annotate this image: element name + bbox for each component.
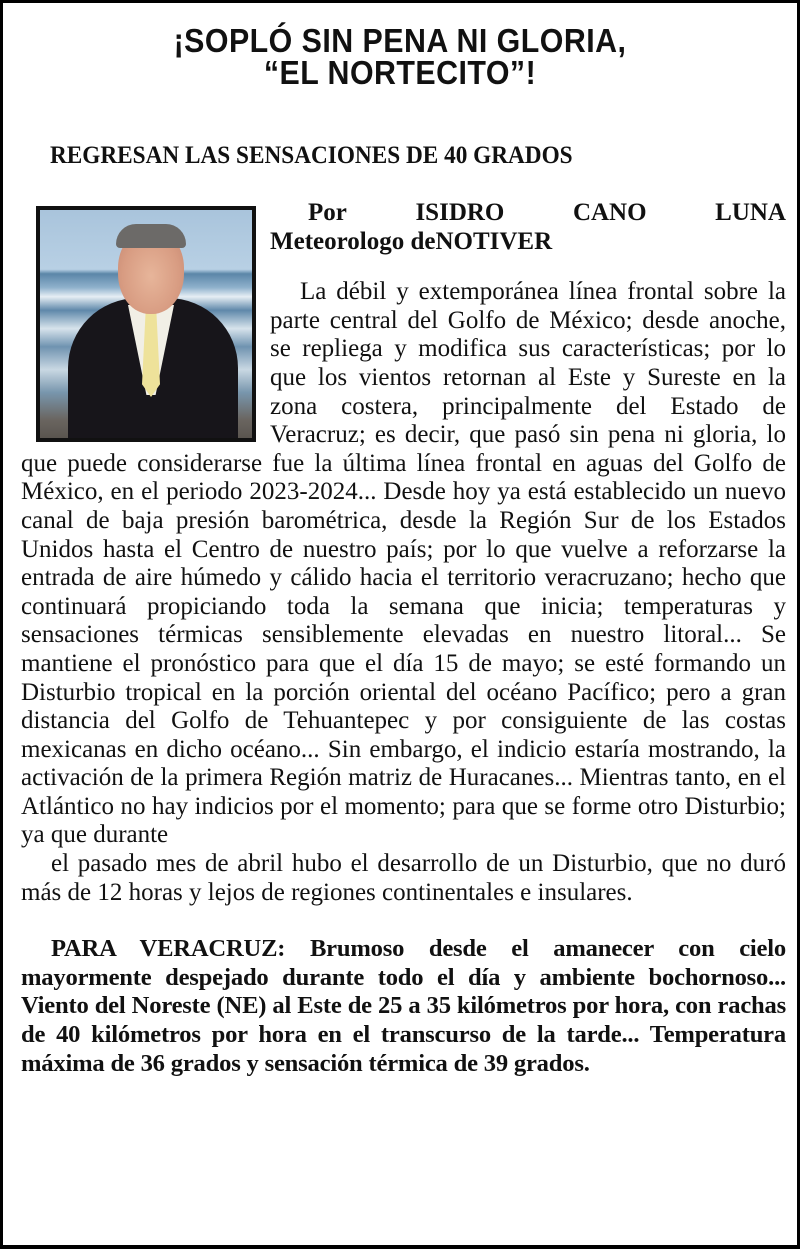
byline-first-name: ISIDRO (415, 199, 505, 226)
photo-hair-shape (116, 224, 186, 248)
byline-por: Por (308, 199, 347, 226)
headline (35, 22, 765, 91)
byline-last-name: LUNA (715, 199, 786, 226)
byline-middle-name: CANO (572, 199, 647, 226)
body-paragraph-2: el pasado mes de abril hubo el desarrollo de un Disturbio, que no duró más de 12 horas y lejos de regiones continentales e insulares. (21, 850, 786, 906)
spacer (21, 907, 786, 935)
forecast-text: Brumoso desde el amanecer con cielo mayormente despejado durante todo el día y ambiente bochornoso... Viento del Noreste (NE) al Este de 25 a 35 kilómetros por hora, con rachas de 40 kilómetros por hora en el transcurso de la tarde... Temperatura máxima de 36 grados y sensación térmica de 39 grados. (21, 935, 787, 1077)
author-photo (36, 206, 256, 442)
headline-line-1: ¡SOPLÓ SIN PENA NI GLORIA, (173, 22, 627, 59)
body-paragraph-1: La débil y extemporánea línea frontal sobre la parte central del Golfo de México; desde anoche, se repliega y modifica sus características; por lo que los vientos retornan al Este y Sureste en la zona costera, principalmente del Estado de Veracruz; es decir, que pasó sin pena ni gloria, lo que puede considerarse fue la última línea frontal en aguas del Golfo de México, en el periodo 2023-2024... Desde hoy ya está establecido un nuevo canal de baja presión barométrica, desde la Región Sur de los Estados Unidos hasta el Centro de nuestro país; por lo que vuelve a reforzarse la entrada de aire húmedo y cálido hacia el territorio veracruzano; hecho que continuará propiciando toda la semana que inicia; temperaturas y sensaciones térmicas sensiblemente elevadas en nuestro litoral... Se mantiene el pronóstico para que el día 15 de mayo; se esté formando un Disturbio tropical en la porción oriental del océano Pacífico; pero a gran distancia del Golfo de Tehuantepec y por consiguiente de las costas mexicanas en dicho océano... Sin embargo, el indicio estaría mostrando, la activación de la primera Región matriz de Huracanes... Mientras tanto, en el Atlántico no hay indicios por el momento; para que se forme otro Disturbio; ya que durante (21, 278, 786, 849)
byline-name (270, 199, 786, 228)
subheadline: REGRESAN LAS SENSACIONES DE 40 GRADOS (50, 142, 573, 169)
byline-role: Meteorologo deNOTIVER (270, 227, 553, 255)
headline-line-2: “EL NORTECITO”! (263, 54, 537, 91)
forecast-paragraph (21, 935, 786, 1078)
article-body (21, 199, 786, 1078)
forecast-label: PARA VERACRUZ: (51, 935, 286, 963)
